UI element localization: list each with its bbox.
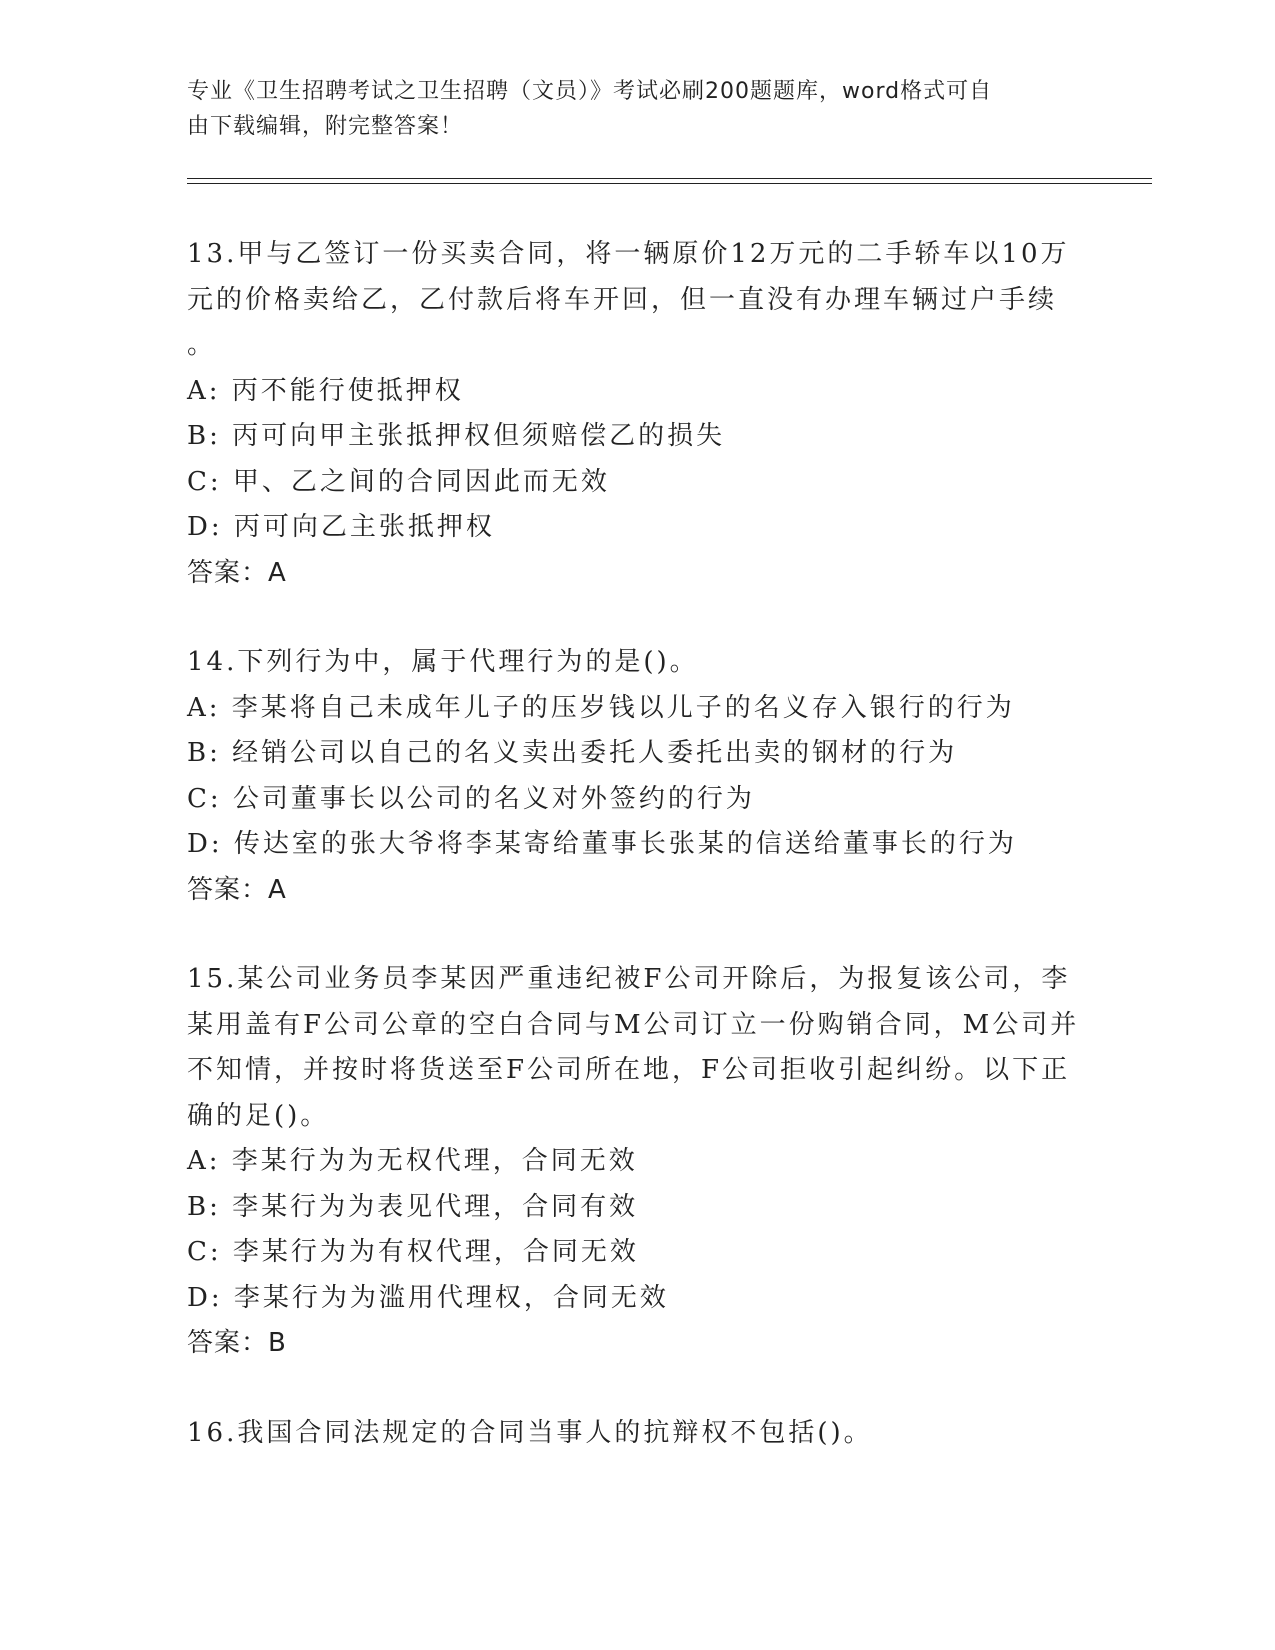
question-stem-line: 13.甲与乙签订一份买卖合同，将一辆原价12万元的二手轿车以10万: [187, 239, 1070, 269]
question-stem-line: 不知情，并按时将货送至F公司所在地，F公司拒收引起纠纷。以下正: [187, 1055, 1071, 1085]
option-a: A: 李某将自己未成年儿子的压岁钱以儿子的名义存入银行的行为: [187, 692, 1015, 723]
question-14: [187, 640, 1087, 913]
question-stem-line: 确的足()。: [187, 1100, 330, 1131]
header-line-2: 由下载编辑，附完整答案！: [187, 114, 464, 139]
option-a: A: 李某行为为无权代理，合同无效: [187, 1146, 638, 1176]
question-16: [187, 1411, 1087, 1457]
question-stem-line: 元的价格卖给乙，乙付款后将车开回，但一直没有办理车辆过户手续: [187, 284, 1058, 315]
option-c: C: 公司董事长以公司的名义对外签约的行为: [187, 783, 755, 814]
answer-line: 答案：A: [187, 557, 287, 588]
option-d: D: 传达室的张大爷将李某寄给董事长张某的信送给董事长的行为: [187, 829, 1017, 859]
option-c: C: 李某行为为有权代理，合同无效: [187, 1237, 639, 1267]
question-stem-line: 15.某公司业务员李某因严重违纪被F公司开除后，为报复该公司，李: [187, 964, 1071, 994]
answer-line: 答案：B: [187, 1328, 287, 1358]
option-c: C: 甲、乙之间的合同因此而无效: [187, 466, 610, 497]
header-divider-bottom: [187, 183, 1152, 184]
option-b: B: 丙可向甲主张抵押权但须赔偿乙的损失: [187, 421, 726, 451]
option-a: A: 丙不能行使抵押权: [187, 375, 464, 406]
question-13: [187, 232, 1087, 596]
header-line-1: 专业《卫生招聘考试之卫生招聘（文员）》考试必刷200题题库，word格式可自: [187, 79, 993, 104]
answer-line: 答案：A: [187, 874, 287, 905]
question-list: [187, 232, 1087, 1500]
question-stem-line: 。: [187, 330, 217, 360]
option-b: B: 经销公司以自己的名义卖出委托人委托出卖的钢材的行为: [187, 738, 958, 768]
option-d: D: 李某行为为滥用代理权，合同无效: [187, 1282, 669, 1313]
question-stem-line: 16.我国合同法规定的合同当事人的抗辩权不包括()。: [187, 1417, 873, 1448]
option-b: B: 李某行为为表见代理，合同有效: [187, 1191, 639, 1222]
header-divider-top: [187, 178, 1152, 179]
question-15: [187, 957, 1087, 1367]
document-header: [187, 74, 1087, 144]
question-stem-line: 14.下列行为中，属于代理行为的是()。: [187, 647, 699, 677]
question-stem-line: 某用盖有F公司公章的空白合同与M公司订立一份购销合同，M公司并: [187, 1009, 1080, 1040]
option-d: D: 丙可向乙主张抵押权: [187, 512, 495, 542]
